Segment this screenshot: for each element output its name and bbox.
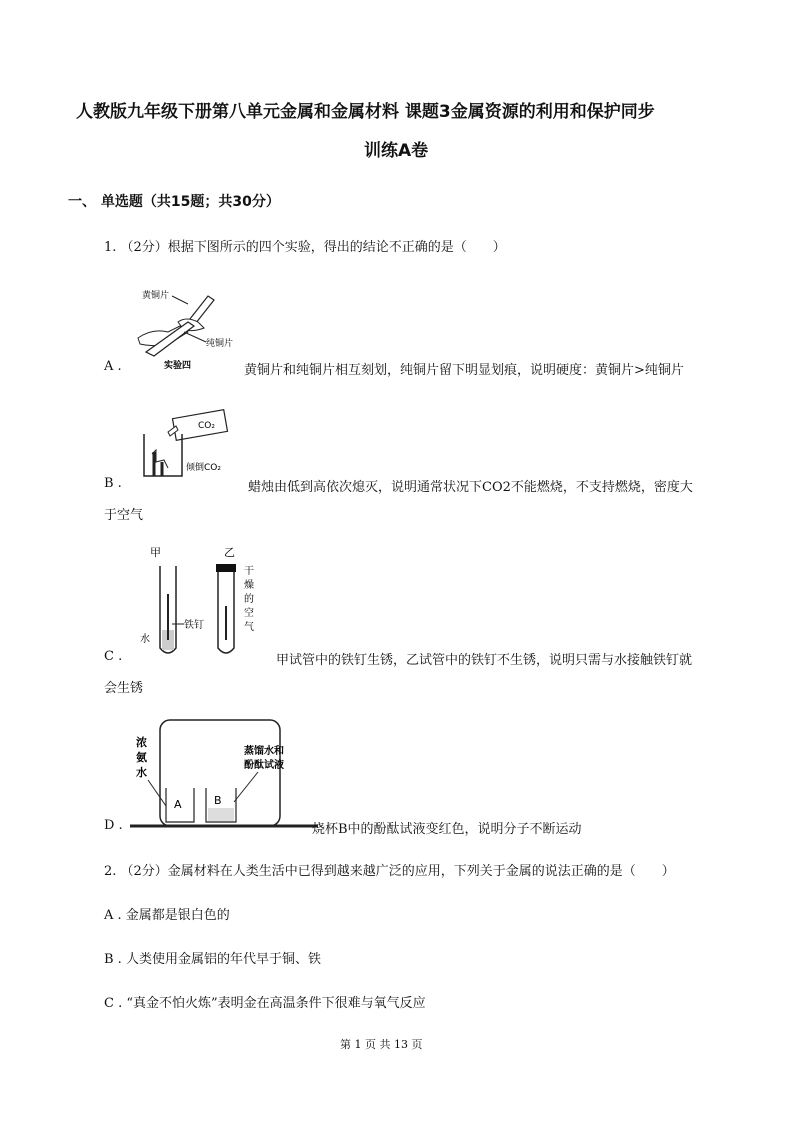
figure-bottle-label: CO₂: [198, 421, 215, 431]
figure-tube-b-label: 乙: [224, 546, 235, 559]
page-footer: 第 1 页 共 13 页: [340, 1038, 423, 1051]
option-d-text: 烧杯B中的酚酞试液变红色，说明分子不断运动: [312, 822, 582, 837]
figure-brass-scratch: [128, 282, 238, 372]
option-c-text-cont: 会生锈: [104, 681, 144, 696]
question-1-stem: 1. （2分）根据下图所示的四个实验，得出的结论不正确的是（ ）: [104, 240, 506, 255]
figure-caption: 倾倒CO₂: [186, 463, 221, 473]
figure-beaker-b-label: B: [214, 794, 222, 807]
q2-option-a-letter: A .: [104, 908, 122, 923]
q2-option-b-letter: B .: [104, 952, 122, 967]
option-a-letter[interactable]: A .: [104, 359, 122, 374]
q2-option-b[interactable]: [104, 948, 321, 967]
q2-option-c-letter: C .: [104, 996, 123, 1011]
figure-air-char: 干: [244, 566, 254, 577]
q2-option-a[interactable]: [104, 904, 230, 923]
page-title-line2: 训练A卷: [364, 141, 429, 161]
figure-label-brass: 黄铜片: [142, 291, 170, 301]
figure-beaker-a-label: A: [174, 798, 182, 811]
figure-left-char: 水: [136, 766, 147, 779]
figure-nail-label: 铁钉: [184, 620, 204, 631]
figure-air-char: 气: [244, 622, 254, 633]
q2-option-a-text: 金属都是银白色的: [125, 908, 230, 923]
figure-air-char: 空: [244, 608, 254, 619]
option-b-letter[interactable]: B .: [104, 476, 122, 491]
figure-ammonia-diffusion: [130, 716, 320, 832]
option-b-text: 蜡烛由低到高依次熄灭，说明通常状况下CO2不能燃烧，不支持燃烧，密度大: [248, 480, 693, 495]
figure-left-char: 氨: [136, 751, 147, 764]
section-header: 一、 单选题（共15题；共30分）: [68, 194, 280, 210]
option-c-letter[interactable]: C .: [104, 649, 123, 664]
figure-right-label-1: 蒸馏水和: [244, 746, 284, 757]
figure-caption: 实验四: [164, 361, 192, 371]
question-2-stem: 2. （2分）金属材料在人类生活中已得到越来越广泛的应用，下列关于金属的说法正确的是（ ）: [104, 864, 675, 879]
option-d-letter[interactable]: D .: [104, 818, 123, 833]
figure-label-copper: 纯铜片: [206, 339, 234, 349]
q2-option-c-text: “真金不怕火炼”表明金在高温条件下很难与氧气反应: [126, 996, 426, 1011]
option-a-text: 黄铜片和纯铜片相互刻划，纯铜片留下明显划痕，说明硬度：黄铜片>纯铜片: [244, 363, 684, 378]
q2-option-c[interactable]: [104, 992, 426, 1011]
option-c-text: 甲试管中的铁钉生锈，乙试管中的铁钉不生锈，说明只需与水接触铁钉就: [276, 653, 693, 668]
figure-iron-nail-tubes: [136, 544, 266, 662]
option-b-text-cont: 于空气: [104, 508, 144, 523]
figure-right-label-2: 酚酞试液: [244, 760, 284, 771]
page-title-line1: 人教版九年级下册第八单元金属和金属材料 课题3金属资源的利用和保护同步: [76, 102, 655, 122]
figure-tube-a-label: 甲: [150, 546, 161, 559]
figure-water-label: 水: [140, 634, 150, 645]
figure-left-char: 浓: [136, 736, 147, 749]
figure-air-char: 的: [244, 594, 254, 605]
figure-pour-co2: [140, 400, 240, 480]
q2-option-b-text: 人类使用金属铝的年代早于铜、铁: [125, 952, 321, 967]
figure-air-char: 燥: [244, 580, 254, 591]
